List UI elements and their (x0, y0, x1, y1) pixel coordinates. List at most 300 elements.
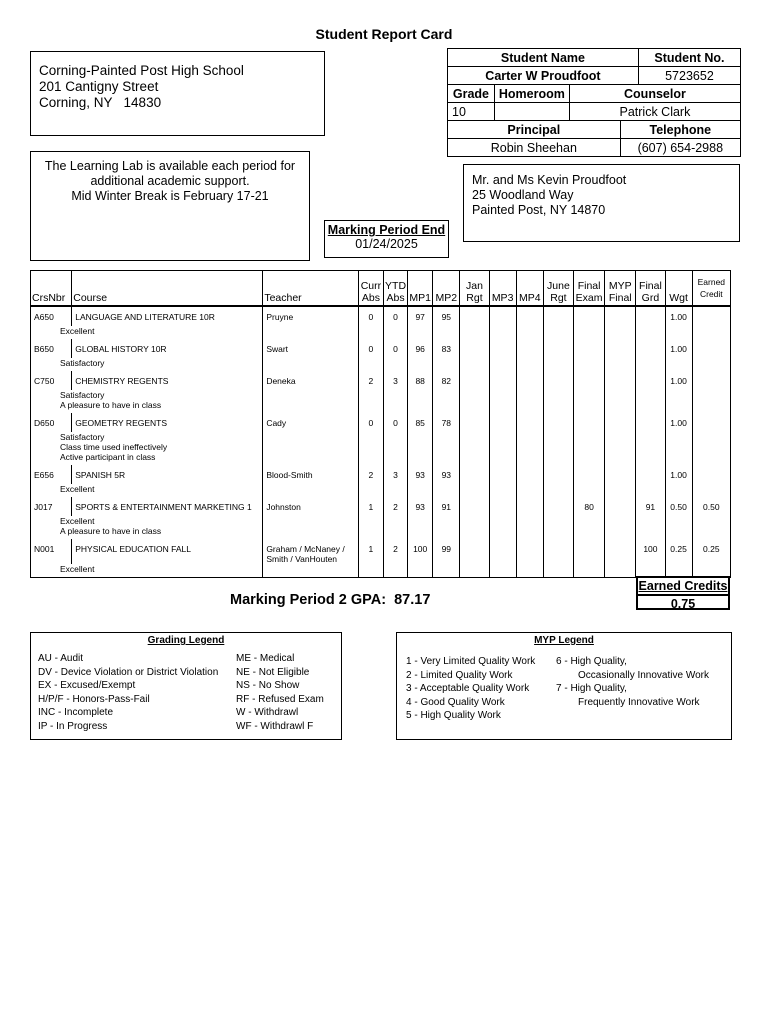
empty-cell (489, 326, 516, 339)
myp-legend-title: MYP Legend (534, 635, 594, 646)
legend-item: 4 - Good Quality Work (406, 696, 505, 708)
cell-teacher (263, 371, 359, 390)
comment-line: A pleasure to have in class (60, 400, 162, 410)
empty-cell (489, 358, 516, 371)
legend-item: NS - No Show (236, 680, 300, 691)
teacher-name: Johnston (266, 502, 301, 512)
teacher-name: Smith / VanHouten (266, 554, 338, 564)
comment-line: Satisfactory (60, 432, 105, 442)
empty-cell (605, 432, 636, 465)
comment-row (31, 358, 731, 371)
header-teacher: Teacher (263, 271, 359, 307)
cell-june (543, 539, 573, 564)
empty-cell (433, 358, 460, 371)
cell-mp4 (516, 413, 543, 432)
cell-earned (692, 306, 730, 326)
comment-row (31, 390, 731, 413)
header-final-grd: Final Grd (636, 271, 665, 307)
cell-final-grd (636, 371, 665, 390)
empty-cell (574, 564, 605, 578)
cell-mp4 (516, 339, 543, 358)
telephone-value: (607) 654-2988 (620, 139, 740, 157)
cell-earned (692, 465, 730, 484)
empty-cell (692, 326, 730, 339)
cell-final-grd: 91 (636, 497, 665, 516)
empty-cell (408, 432, 433, 465)
empty-cell (383, 484, 407, 497)
empty-cell (433, 326, 460, 339)
cell-earned (692, 339, 730, 358)
empty-cell (408, 484, 433, 497)
comment-line: Excellent (60, 326, 95, 336)
cell-name: CHEMISTRY REGENTS (72, 371, 263, 390)
cell-ytd: 0 (383, 306, 407, 326)
legend-item: 3 - Acceptable Quality Work (406, 683, 530, 694)
cell-curr: 0 (358, 306, 383, 326)
principal-value: Robin Sheehan (448, 139, 621, 157)
empty-cell (489, 516, 516, 539)
cell-teacher (263, 539, 359, 564)
school-street: 201 Cantigny Street (39, 79, 159, 94)
empty-cell (516, 564, 543, 578)
student-name-label: Student Name (448, 49, 639, 67)
cell-nbr: N001 (31, 539, 72, 564)
comment-line: Satisfactory (60, 358, 105, 368)
empty-cell (692, 484, 730, 497)
header-course: Course (72, 271, 263, 307)
empty-cell (460, 564, 489, 578)
cell-final-exam (574, 339, 605, 358)
header-mp2: MP2 (433, 271, 460, 307)
teacher-name: Blood-Smith (266, 470, 313, 480)
cell-mp3 (489, 465, 516, 484)
cell-jan (460, 497, 489, 516)
empty-cell (263, 564, 359, 578)
student-name: Carter W Proudfoot (448, 67, 639, 85)
teacher-name: Swart (266, 344, 289, 354)
cell-mp2: 95 (433, 306, 460, 326)
cell-name: PHYSICAL EDUCATION FALL (72, 539, 263, 564)
cell-curr: 1 (358, 539, 383, 564)
legend-item: ME - Medical (236, 653, 295, 664)
cell-june (543, 339, 573, 358)
comment-row (31, 432, 731, 465)
cell-curr: 0 (358, 413, 383, 432)
empty-cell (543, 358, 573, 371)
course-row (31, 539, 731, 564)
cell-curr: 2 (358, 371, 383, 390)
empty-cell (489, 390, 516, 413)
legend-item: RF - Refused Exam (236, 693, 324, 705)
parent-street: 25 Woodland Way (472, 188, 574, 202)
empty-cell (460, 484, 489, 497)
empty-cell (460, 326, 489, 339)
cell-mp1: 88 (408, 371, 433, 390)
empty-cell (574, 358, 605, 371)
announcement-line: The Learning Lab is available each period for (44, 159, 296, 173)
header-wgt: Wgt (665, 271, 692, 307)
cell-name: GLOBAL HISTORY 10R (72, 339, 263, 358)
teacher-name: Cady (266, 418, 287, 428)
cell-mp3 (489, 497, 516, 516)
cell-final-exam (574, 371, 605, 390)
empty-cell (263, 326, 359, 339)
cell-mp2: 83 (433, 339, 460, 358)
cell-myp (605, 306, 636, 326)
cell-mp3 (489, 413, 516, 432)
cell-myp (605, 465, 636, 484)
empty-cell (358, 390, 383, 413)
cell-name: GEOMETRY REGENTS (72, 413, 263, 432)
gpa-text: Marking Period 2 GPA: 87.17 (230, 592, 431, 608)
empty-cell (692, 358, 730, 371)
cell-ytd: 0 (383, 413, 407, 432)
empty-cell (516, 358, 543, 371)
empty-cell (263, 358, 359, 371)
cell-final-exam: 80 (574, 497, 605, 516)
cell-mp1: 93 (408, 497, 433, 516)
empty-cell (433, 564, 460, 578)
cell-mp3 (489, 339, 516, 358)
cell-earned (692, 413, 730, 432)
course-row (31, 371, 731, 390)
header-mp3: MP3 (489, 271, 516, 307)
teacher-name: Deneka (266, 376, 296, 386)
empty-cell (636, 358, 665, 371)
cell-teacher (263, 339, 359, 358)
cell-jan (460, 339, 489, 358)
cell-ytd: 2 (383, 497, 407, 516)
cell-wgt: 0.25 (665, 539, 692, 564)
header-myp-final: MYP Final (605, 271, 636, 307)
cell-mp1: 97 (408, 306, 433, 326)
empty-cell (358, 432, 383, 465)
cell-curr: 0 (358, 339, 383, 358)
legend-item: 2 - Limited Quality Work (406, 669, 513, 681)
empty-cell (574, 484, 605, 497)
empty-cell (408, 516, 433, 539)
empty-cell (408, 358, 433, 371)
cell-final-exam (574, 413, 605, 432)
cell-wgt: 0.50 (665, 497, 692, 516)
header-earned-credit: Earned Credit (692, 271, 730, 307)
empty-cell (489, 484, 516, 497)
empty-cell (433, 484, 460, 497)
myp-legend-left (406, 655, 535, 723)
cell-name: LANGUAGE AND LITERATURE 10R (72, 306, 263, 326)
empty-cell (665, 326, 692, 339)
grading-legend-title: Grading Legend (147, 635, 225, 646)
comment-line: A pleasure to have in class (60, 526, 162, 536)
empty-cell (605, 516, 636, 539)
course-comments (31, 432, 263, 465)
cell-june (543, 413, 573, 432)
legend-item: W - Withdrawl (236, 707, 299, 718)
parent-address-box (463, 164, 740, 242)
empty-cell (358, 564, 383, 578)
grade-value: 10 (448, 103, 495, 121)
cell-nbr: C750 (31, 371, 72, 390)
legend-item: 1 - Very Limited Quality Work (406, 656, 536, 667)
header-ytd-abs: YTD Abs (383, 271, 407, 307)
empty-cell (636, 390, 665, 413)
cell-earned: 0.50 (692, 497, 730, 516)
cell-ytd: 0 (383, 339, 407, 358)
empty-cell (516, 516, 543, 539)
cell-teacher (263, 306, 359, 326)
comment-line: Excellent (60, 484, 95, 494)
empty-cell (433, 390, 460, 413)
header-final-exam: Final Exam (574, 271, 605, 307)
cell-final-exam (574, 539, 605, 564)
cell-wgt: 1.00 (665, 339, 692, 358)
cell-mp1: 96 (408, 339, 433, 358)
cell-mp2: 78 (433, 413, 460, 432)
course-row (31, 465, 731, 484)
announcement-line: Mid Winter Break is February 17-21 (71, 189, 269, 203)
comment-row (31, 326, 731, 339)
cell-name: SPANISH 5R (72, 465, 263, 484)
cell-final-exam (574, 306, 605, 326)
empty-cell (383, 432, 407, 465)
cell-mp3 (489, 539, 516, 564)
myp-legend-right (556, 655, 709, 709)
earned-credits-label: Earned Credits (638, 578, 728, 596)
empty-cell (605, 484, 636, 497)
cell-ytd: 3 (383, 371, 407, 390)
grades-body (31, 306, 731, 578)
empty-cell (543, 432, 573, 465)
empty-cell (543, 484, 573, 497)
student-no: 5723652 (638, 67, 740, 85)
empty-cell (408, 564, 433, 578)
cell-wgt: 1.00 (665, 306, 692, 326)
header-curr-abs: Curr Abs (358, 271, 383, 307)
school-name: Corning-Painted Post High School (39, 63, 244, 78)
empty-cell (460, 358, 489, 371)
empty-cell (408, 390, 433, 413)
empty-cell (383, 326, 407, 339)
comment-line: Excellent (60, 564, 95, 574)
empty-cell (489, 564, 516, 578)
legend-item: EX - Excused/Exempt (38, 680, 136, 691)
cell-teacher (263, 497, 359, 516)
cell-curr: 2 (358, 465, 383, 484)
empty-cell (665, 390, 692, 413)
earned-credits-box (636, 576, 730, 610)
grades-table (30, 270, 731, 578)
cell-mp2: 91 (433, 497, 460, 516)
empty-cell (383, 358, 407, 371)
homeroom-value (494, 103, 569, 121)
cell-final-grd (636, 413, 665, 432)
empty-cell (605, 564, 636, 578)
cell-final-grd (636, 339, 665, 358)
grade-label: Grade (448, 85, 495, 103)
course-row (31, 497, 731, 516)
empty-cell (574, 390, 605, 413)
grading-legend-right (236, 652, 324, 733)
cell-final-grd: 100 (636, 539, 665, 564)
cell-nbr: J017 (31, 497, 72, 516)
course-comments (31, 390, 263, 413)
empty-cell (263, 516, 359, 539)
comment-line: Satisfactory (60, 390, 105, 400)
cell-wgt: 1.00 (665, 371, 692, 390)
empty-cell (358, 484, 383, 497)
cell-myp (605, 371, 636, 390)
principal-label: Principal (448, 121, 621, 139)
counselor-value: Patrick Clark (569, 103, 740, 121)
teacher-name: Graham / McNaney / (266, 544, 345, 554)
empty-cell (665, 516, 692, 539)
empty-cell (358, 358, 383, 371)
earned-credits-value: 0.75 (670, 597, 696, 611)
cell-jan (460, 539, 489, 564)
empty-cell (263, 484, 359, 497)
legend-item: H/P/F - Honors-Pass-Fail (38, 693, 150, 705)
empty-cell (543, 564, 573, 578)
cell-jan (460, 413, 489, 432)
empty-cell (543, 326, 573, 339)
empty-cell (516, 484, 543, 497)
grading-legend-box (30, 632, 342, 740)
empty-cell (636, 484, 665, 497)
comment-row (31, 516, 731, 539)
comment-line: Excellent (60, 516, 95, 526)
cell-mp2: 82 (433, 371, 460, 390)
empty-cell (574, 326, 605, 339)
empty-cell (460, 390, 489, 413)
empty-cell (383, 516, 407, 539)
homeroom-label: Homeroom (494, 85, 569, 103)
cell-mp3 (489, 306, 516, 326)
myp-legend-box (396, 632, 732, 740)
legend-item: 6 - High Quality, (556, 656, 627, 667)
counselor-label: Counselor (569, 85, 740, 103)
empty-cell (460, 516, 489, 539)
comment-line: Active participant in class (60, 452, 156, 462)
empty-cell (383, 564, 407, 578)
legend-item: IP - In Progress (38, 720, 108, 732)
cell-earned: 0.25 (692, 539, 730, 564)
student-info-table (447, 48, 741, 157)
legend-item: NE - Not Eligible (236, 666, 310, 678)
cell-mp3 (489, 371, 516, 390)
legend-item: DV - Device Violation or District Violation (38, 666, 219, 678)
cell-mp4 (516, 539, 543, 564)
empty-cell (433, 432, 460, 465)
comment-row (31, 484, 731, 497)
empty-cell (383, 390, 407, 413)
empty-cell (665, 484, 692, 497)
empty-cell (460, 432, 489, 465)
cell-june (543, 465, 573, 484)
legend-item: WF - Withdrawl F (236, 720, 314, 732)
cell-myp (605, 413, 636, 432)
legend-item: 7 - High Quality, (556, 683, 627, 694)
header-jan-rgt: Jan Rgt (460, 271, 489, 307)
teacher-name: Pruyne (266, 312, 294, 322)
empty-cell (605, 326, 636, 339)
cell-final-grd (636, 465, 665, 484)
cell-jan (460, 371, 489, 390)
school-address-box (30, 51, 325, 136)
empty-cell (636, 432, 665, 465)
course-row (31, 413, 731, 432)
legend-item: INC - Incomplete (38, 707, 114, 718)
telephone-label: Telephone (620, 121, 740, 139)
legend-item: AU - Audit (38, 653, 84, 664)
marking-period-date: 01/24/2025 (355, 237, 418, 251)
empty-cell (574, 432, 605, 465)
cell-june (543, 497, 573, 516)
cell-nbr: E656 (31, 465, 72, 484)
cell-nbr: A650 (31, 306, 72, 326)
empty-cell (263, 390, 359, 413)
cell-teacher (263, 413, 359, 432)
parent-name: Mr. and Ms Kevin Proudfoot (472, 173, 627, 187)
announcement-line: additional academic support. (90, 174, 250, 188)
cell-final-exam (574, 465, 605, 484)
comment-line: Class time used ineffectively (60, 442, 168, 452)
cell-wgt: 1.00 (665, 413, 692, 432)
empty-cell (665, 358, 692, 371)
cell-mp1: 93 (408, 465, 433, 484)
cell-teacher (263, 465, 359, 484)
header-mp1: MP1 (408, 271, 433, 307)
marking-period-label: Marking Period End (327, 223, 446, 237)
cell-mp1: 100 (408, 539, 433, 564)
empty-cell (358, 326, 383, 339)
cell-jan (460, 306, 489, 326)
course-comments (31, 484, 263, 497)
cell-mp4 (516, 306, 543, 326)
cell-mp2: 99 (433, 539, 460, 564)
cell-ytd: 2 (383, 539, 407, 564)
cell-earned (692, 371, 730, 390)
empty-cell (692, 390, 730, 413)
cell-myp (605, 497, 636, 516)
legend-item: 5 - High Quality Work (406, 710, 501, 721)
school-city: Corning, NY 14830 (39, 95, 162, 110)
header-crsnbr: CrsNbr (31, 271, 72, 307)
cell-june (543, 306, 573, 326)
cell-jan (460, 465, 489, 484)
course-comments (31, 358, 263, 371)
course-comments (31, 564, 263, 578)
empty-cell (636, 326, 665, 339)
cell-mp1: 85 (408, 413, 433, 432)
cell-curr: 1 (358, 497, 383, 516)
cell-ytd: 3 (383, 465, 407, 484)
cell-mp2: 93 (433, 465, 460, 484)
empty-cell (636, 516, 665, 539)
course-row (31, 306, 731, 326)
cell-myp (605, 339, 636, 358)
empty-cell (433, 516, 460, 539)
legend-item: Frequently Innovative Work (578, 696, 700, 708)
empty-cell (543, 390, 573, 413)
empty-cell (516, 432, 543, 465)
comment-row (31, 564, 731, 578)
empty-cell (605, 358, 636, 371)
cell-june (543, 371, 573, 390)
course-comments (31, 326, 263, 339)
empty-cell (692, 432, 730, 465)
empty-cell (358, 516, 383, 539)
legend-item: Occasionally Innovative Work (578, 669, 709, 681)
